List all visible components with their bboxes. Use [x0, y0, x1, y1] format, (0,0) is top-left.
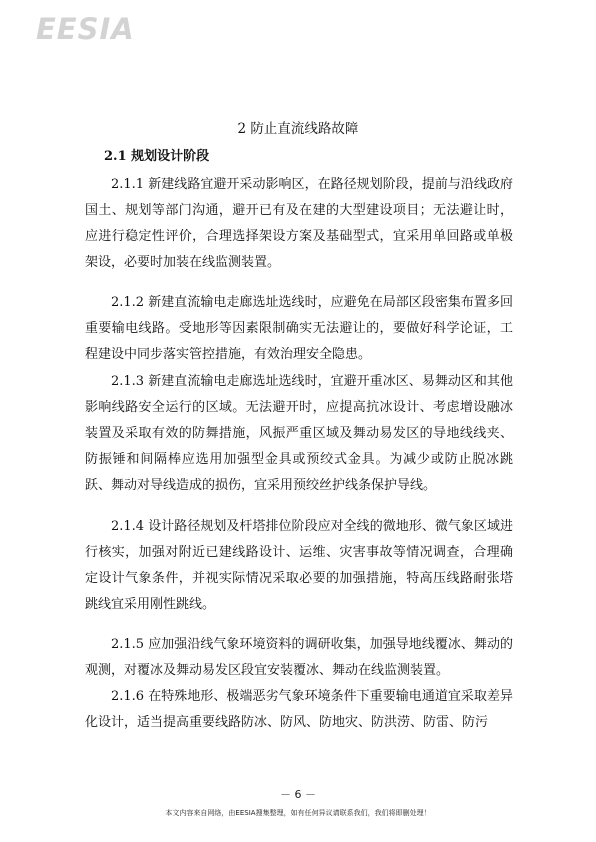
paragraph-2-1-4: 2.1.4 设计路径规划及杆塔排位阶段应对全线的微地形、微气象区域进行核实，加强对附近已建线路设计、运维、灾害事故等情况调查，合理确定设计气象条件，并视实际情况采取必要的加强措施，特高压线路耐张塔跳线宜采用刚性跳线。: [85, 519, 513, 612]
eesia-logo: EESIA: [36, 12, 135, 46]
chapter-title: 2 防止直流线路故障: [237, 121, 359, 137]
page-number: － 6 －: [280, 788, 316, 801]
paragraph-2-1-3: 2.1.3 新建直流输电走廊选址选线时，宜避开重冰区、易舞动区和其他影响线路安全运行的区域。无法避开时，应提高抗冰设计、考虑增设融冰装置及采取有效的防舞措施，风振严重区域及舞动易发区的导地线线夹、防振锤和间隔棒应选用加强型金具或预绞式金具。为减少或防止脱冰跳跃、舞动对导线造成的损伤，宜采用预绞丝护线条保护导线。: [85, 374, 513, 493]
section-title: 2.1 规划设计阶段: [104, 149, 210, 164]
paragraph-2-1-6: 2.1.6 在特殊地形、极端恶劣气象环境条件下重要输电通道宜采取差异化设计，适当提高重要线路防冰、防风、防地灾、防洪涝、防雷、防污: [85, 689, 513, 730]
paragraph-2-1-2: 2.1.2 新建直流输电走廊选址选线时，应避免在局部区段密集布置多回重要输电线路。受地形等因素限制确实无法避让的，要做好科学论证，工程建设中同步落实管控措施，有效治理安全隐患。: [85, 295, 513, 362]
paragraph-2-1-5: 2.1.5 应加强沿线气象环境资料的调研收集，加强导地线覆冰、舞动的观测，对覆冰及舞动易发区段宜安装覆冰、舞动在线监测装置。: [85, 637, 513, 678]
paragraph-2-1-1: 2.1.1 新建线路宜避开采动影响区，在路径规划阶段，提前与沿线政府国土、规划等部门沟通，避开已有及在建的大型建设项目；无法避让时，应进行稳定性评价，合理选择架设方案及基础型式，宜采用单回路或单极架设，必要时加装在线监测装置。: [85, 177, 513, 270]
footer-disclaimer: 本文内容来自网络，由EESIA搜集整理，如有任何异议请联系我们，我们将即删处理！: [165, 809, 431, 817]
